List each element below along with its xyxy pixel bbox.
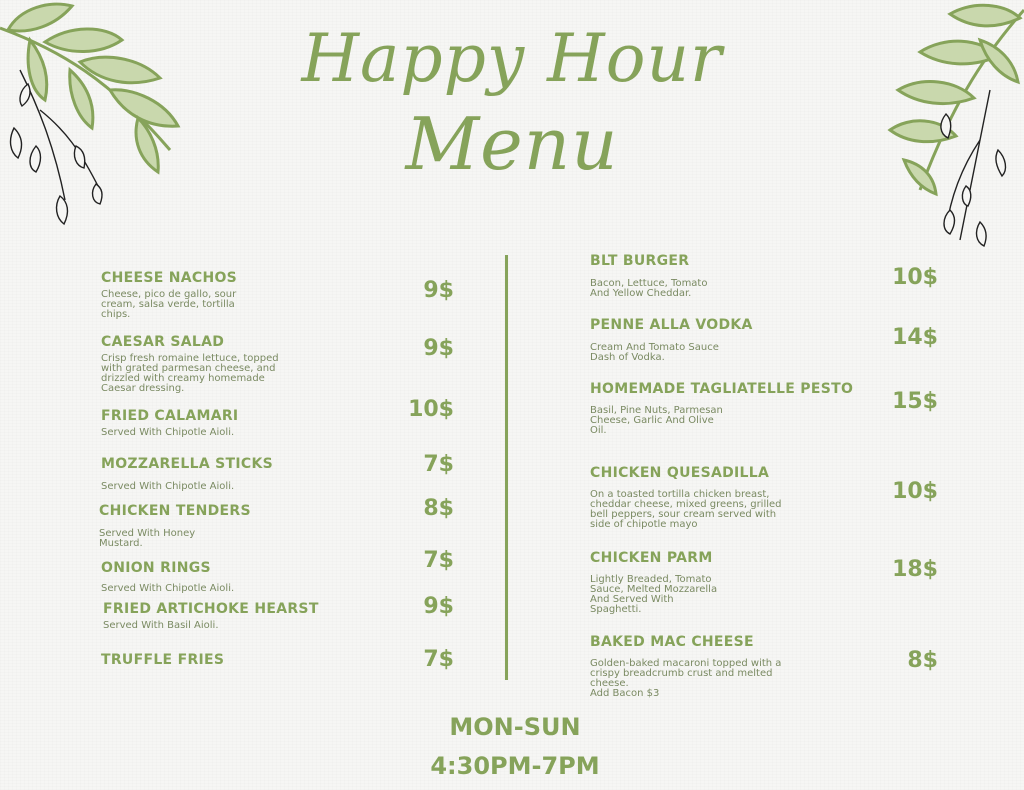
item-price: 7$: [423, 647, 454, 672]
menu-item-onion-rings: [101, 560, 234, 594]
item-price: 10$: [892, 265, 938, 290]
item-name: HOMEMADE TAGLIATELLE PESTO: [590, 381, 854, 397]
item-name: MOZZARELLA STICKS: [101, 456, 274, 472]
hours-days: MON-SUN: [449, 713, 581, 741]
menu-title-line1: Happy Hour: [301, 20, 723, 97]
menu-item-fried-calamari: [101, 408, 238, 438]
menu-item-mozzarella-sticks: [101, 456, 273, 492]
menu-item-penne-alla-vodka: [590, 317, 753, 363]
item-name: CHEESE NACHOS: [101, 270, 238, 286]
item-desc: Lightly Breaded, Tomato Sauce, Melted Mozzarella And Served With Spaghetti.: [590, 574, 718, 615]
menu-item-cheese-nachos: [101, 270, 237, 320]
item-price: 15$: [892, 389, 938, 414]
menu-item-chicken-parm: [590, 550, 717, 615]
item-desc: Basil, Pine Nuts, Parmesan Cheese, Garlic And Olive Oil.: [590, 405, 723, 436]
item-name: PENNE ALLA VODKA: [590, 317, 753, 333]
menu-item-chicken-quesadilla: [590, 465, 782, 530]
item-name: CHICKEN QUESADILLA: [590, 465, 770, 481]
item-desc: Served With Chipotle Aioli.: [101, 583, 235, 594]
item-name: CAESAR SALAD: [101, 334, 225, 350]
item-price: 9$: [423, 594, 454, 619]
item-name: FRIED ARTICHOKE HEARST: [103, 601, 319, 617]
item-price: 10$: [892, 479, 938, 504]
item-price: 9$: [423, 336, 454, 361]
item-price: 18$: [892, 557, 938, 582]
item-price: 7$: [423, 548, 454, 573]
item-price: 7$: [423, 452, 454, 477]
item-price: 8$: [907, 648, 938, 673]
item-desc: Served With Honey Mustard.: [99, 528, 196, 549]
item-name: CHICKEN TENDERS: [99, 503, 251, 519]
item-name: CHICKEN PARM: [590, 550, 713, 566]
menu-item-truffle-fries: [101, 652, 224, 668]
menu-item-caesar-salad: [101, 334, 279, 394]
item-desc: Cream And Tomato Sauce Dash of Vodka.: [590, 342, 719, 363]
item-desc: Served With Chipotle Aioli.: [101, 481, 235, 492]
hours-time: 4:30PM-7PM: [430, 752, 600, 780]
item-desc: Bacon, Lettuce, Tomato And Yellow Cheddar.: [590, 278, 708, 299]
item-desc: Golden-baked macaroni topped with a crispy breadcrumb crust and melted cheese. Add Bacon $3: [590, 658, 782, 699]
item-name: FRIED CALAMARI: [101, 408, 239, 424]
item-price: 8$: [423, 496, 454, 521]
item-price: 10$: [408, 397, 454, 422]
item-desc: Served With Chipotle Aioli.: [101, 427, 235, 438]
item-desc: Crisp fresh romaine lettuce, topped with grated parmesan cheese, and drizzled with creamy homemade Caesar dressing.: [101, 353, 279, 394]
item-name: BAKED MAC CHEESE: [590, 634, 754, 650]
item-name: TRUFFLE FRIES: [101, 652, 225, 668]
item-name: BLT BURGER: [590, 253, 690, 269]
item-desc: Cheese, pico de gallo, sour cream, salsa verde, tortilla chips.: [101, 289, 237, 320]
menu-title-line2: Menu: [405, 102, 619, 186]
item-name: ONION RINGS: [101, 560, 211, 576]
item-desc: Served With Basil Aioli.: [103, 620, 219, 631]
menu-item-fried-artichoke: [103, 601, 319, 631]
item-desc: On a toasted tortilla chicken breast, cheddar cheese, mixed greens, grilled bell peppers, sour cream served with side of chipotle mayo: [590, 489, 782, 530]
item-price: 14$: [892, 325, 938, 350]
menu-item-blt-burger: [590, 253, 707, 299]
item-price: 9$: [423, 278, 454, 303]
menu-item-tagliatelle-pesto: [590, 381, 853, 436]
column-divider: [505, 255, 508, 680]
menu-item-chicken-tenders: [99, 503, 251, 549]
menu-item-baked-mac-cheese: [590, 634, 781, 699]
